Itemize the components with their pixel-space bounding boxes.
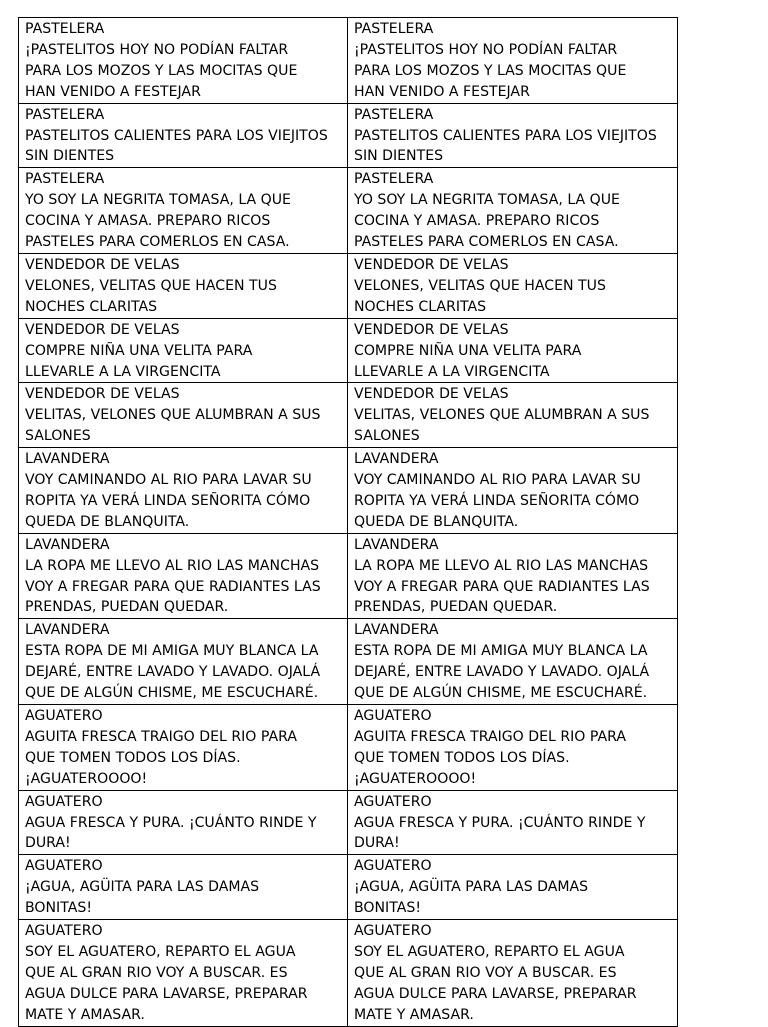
character-line: ESTA ROPA DE MI AMIGA MUY BLANCA LA DEJARÉ, ENTRE LAVADO Y LAVADO. OJALÁ QUE DE ALGÚN CHISME, ME ESCUCHARÉ. (354, 643, 650, 702)
table-row (19, 619, 678, 705)
character-line: PASTELITOS CALIENTES PARA LOS VIEJITOS SIN DIENTES (354, 127, 657, 165)
table-cell-right (348, 383, 678, 448)
character-line: AGUITA FRESCA TRAIGO DEL RIO PARA QUE TOMEN TODOS LOS DÍAS. ¡AGUATEROOOO! (354, 728, 626, 787)
character-line: ¡PASTELITOS HOY NO PODÍAN FALTAR PARA LOS MOZOS Y LAS MOCITAS QUE HAN VENIDO A FESTEJAR (25, 41, 298, 100)
character-name: LAVANDERA (354, 622, 439, 639)
table-cell-right (348, 790, 678, 855)
character-line: AGUA FRESCA Y PURA. ¡CUÁNTO RINDE Y DURA! (25, 814, 317, 852)
character-name: VENDEDOR DE VELAS (354, 321, 509, 338)
table-row (19, 168, 678, 254)
character-name: VENDEDOR DE VELAS (25, 256, 180, 273)
character-name: AGUATERO (354, 923, 432, 940)
table-cell-left (19, 920, 348, 1027)
character-line: ¡AGUA, AGÜITA PARA LAS DAMAS BONITAS! (354, 879, 589, 917)
table-cell-right (348, 448, 678, 534)
character-name: AGUATERO (25, 793, 103, 810)
character-line: LA ROPA ME LLEVO AL RIO LAS MANCHAS VOY A FREGAR PARA QUE RADIANTES LAS PRENDAS, PUEDAN QUEDAR. (25, 557, 321, 616)
character-name: PASTELERA (354, 171, 434, 188)
character-line: ¡AGUA, AGÜITA PARA LAS DAMAS BONITAS! (25, 879, 260, 917)
character-line: PASTELITOS CALIENTES PARA LOS VIEJITOS SIN DIENTES (25, 127, 328, 165)
table-row (19, 318, 678, 383)
character-line: SOY EL AGUATERO, REPARTO EL AGUA QUE AL GRAN RIO VOY A BUSCAR. ES AGUA DULCE PARA LAVARSE, PREPARAR MATE Y AMASAR. (25, 943, 308, 1023)
character-name: PASTELERA (25, 171, 105, 188)
table-cell-left (19, 790, 348, 855)
character-name: PASTELERA (354, 21, 434, 37)
character-name: PASTELERA (25, 21, 105, 37)
table-cell-left (19, 18, 348, 104)
table-cell-left (19, 253, 348, 318)
table-cell-right (348, 533, 678, 619)
character-name: AGUATERO (354, 793, 432, 810)
character-line: COMPRE NIÑA UNA VELITA PARA LLEVARLE A LA VIRGENCITA (354, 342, 582, 380)
table-cell-left (19, 448, 348, 534)
table-row (19, 383, 678, 448)
table-cell-right (348, 18, 678, 104)
table-row (19, 533, 678, 619)
document-table (18, 17, 678, 1027)
character-name: PASTELERA (25, 106, 105, 123)
table-cell-left (19, 855, 348, 920)
character-line: AGUA FRESCA Y PURA. ¡CUÁNTO RINDE Y DURA! (354, 814, 646, 852)
table-row (19, 103, 678, 168)
character-line: SOY EL AGUATERO, REPARTO EL AGUA QUE AL GRAN RIO VOY A BUSCAR. ES AGUA DULCE PARA LAVARSE, PREPARAR MATE Y AMASAR. (354, 943, 637, 1023)
character-name: LAVANDERA (354, 536, 439, 553)
table-cell-left (19, 533, 348, 619)
table-row (19, 253, 678, 318)
character-name: LAVANDERA (354, 451, 439, 468)
table-cell-right (348, 168, 678, 254)
character-name: LAVANDERA (25, 622, 110, 639)
table-cell-left (19, 318, 348, 383)
character-name: VENDEDOR DE VELAS (25, 321, 180, 338)
character-line: VOY CAMINANDO AL RIO PARA LAVAR SU ROPITA YA VERÁ LINDA SEÑORITA CÓMO QUEDA DE BLANQUITA. (354, 472, 641, 530)
table-cell-right (348, 705, 678, 791)
table-cell-right (348, 855, 678, 920)
character-name: AGUATERO (354, 708, 432, 724)
table-cell-right (348, 103, 678, 168)
character-name: AGUATERO (25, 708, 103, 724)
table-row (19, 855, 678, 920)
character-name: AGUATERO (354, 858, 432, 875)
table-cell-right (348, 318, 678, 383)
table-cell-right (348, 253, 678, 318)
table-cell-left (19, 103, 348, 168)
character-name: LAVANDERA (25, 536, 110, 553)
character-name: VENDEDOR DE VELAS (354, 386, 509, 403)
character-name: PASTELERA (354, 106, 434, 123)
character-line: YO SOY LA NEGRITA TOMASA, LA QUE COCINA Y AMASA. PREPARO RICOS PASTELES PARA COMERLOS EN CASA. (25, 192, 291, 251)
table-cell-right (348, 920, 678, 1027)
table-cell-left (19, 383, 348, 448)
character-name: AGUATERO (25, 923, 103, 940)
character-name: VENDEDOR DE VELAS (25, 386, 180, 403)
table-cell-left (19, 168, 348, 254)
table-row (19, 705, 678, 791)
character-line: VELONES, VELITAS QUE HACEN TUS NOCHES CLARITAS (354, 277, 606, 315)
table-row (19, 18, 678, 104)
table-cell-left (19, 619, 348, 705)
character-name: LAVANDERA (25, 451, 110, 468)
table-cell-right (348, 619, 678, 705)
character-line: VELITAS, VELONES QUE ALUMBRAN A SUS SALONES (25, 407, 321, 445)
table-row (19, 448, 678, 534)
character-line: AGUITA FRESCA TRAIGO DEL RIO PARA QUE TOMEN TODOS LOS DÍAS. ¡AGUATEROOOO! (25, 728, 297, 787)
character-line: ¡PASTELITOS HOY NO PODÍAN FALTAR PARA LOS MOZOS Y LAS MOCITAS QUE HAN VENIDO A FESTEJAR (354, 41, 627, 100)
character-line: VOY CAMINANDO AL RIO PARA LAVAR SU ROPITA YA VERÁ LINDA SEÑORITA CÓMO QUEDA DE BLANQUITA. (25, 472, 312, 530)
character-name: AGUATERO (25, 858, 103, 875)
character-line: LA ROPA ME LLEVO AL RIO LAS MANCHAS VOY A FREGAR PARA QUE RADIANTES LAS PRENDAS, PUEDAN QUEDAR. (354, 557, 650, 616)
character-line: COMPRE NIÑA UNA VELITA PARA LLEVARLE A LA VIRGENCITA (25, 342, 253, 380)
character-line: ESTA ROPA DE MI AMIGA MUY BLANCA LA DEJARÉ, ENTRE LAVADO Y LAVADO. OJALÁ QUE DE ALGÚN CHISME, ME ESCUCHARÉ. (25, 643, 321, 702)
character-name: VENDEDOR DE VELAS (354, 256, 509, 273)
table-body (19, 18, 678, 1027)
character-line: VELONES, VELITAS QUE HACEN TUS NOCHES CLARITAS (25, 277, 277, 315)
table-cell-left (19, 705, 348, 791)
table-row (19, 920, 678, 1027)
table-row (19, 790, 678, 855)
character-line: VELITAS, VELONES QUE ALUMBRAN A SUS SALONES (354, 407, 650, 445)
character-line: YO SOY LA NEGRITA TOMASA, LA QUE COCINA Y AMASA. PREPARO RICOS PASTELES PARA COMERLOS EN CASA. (354, 192, 620, 251)
